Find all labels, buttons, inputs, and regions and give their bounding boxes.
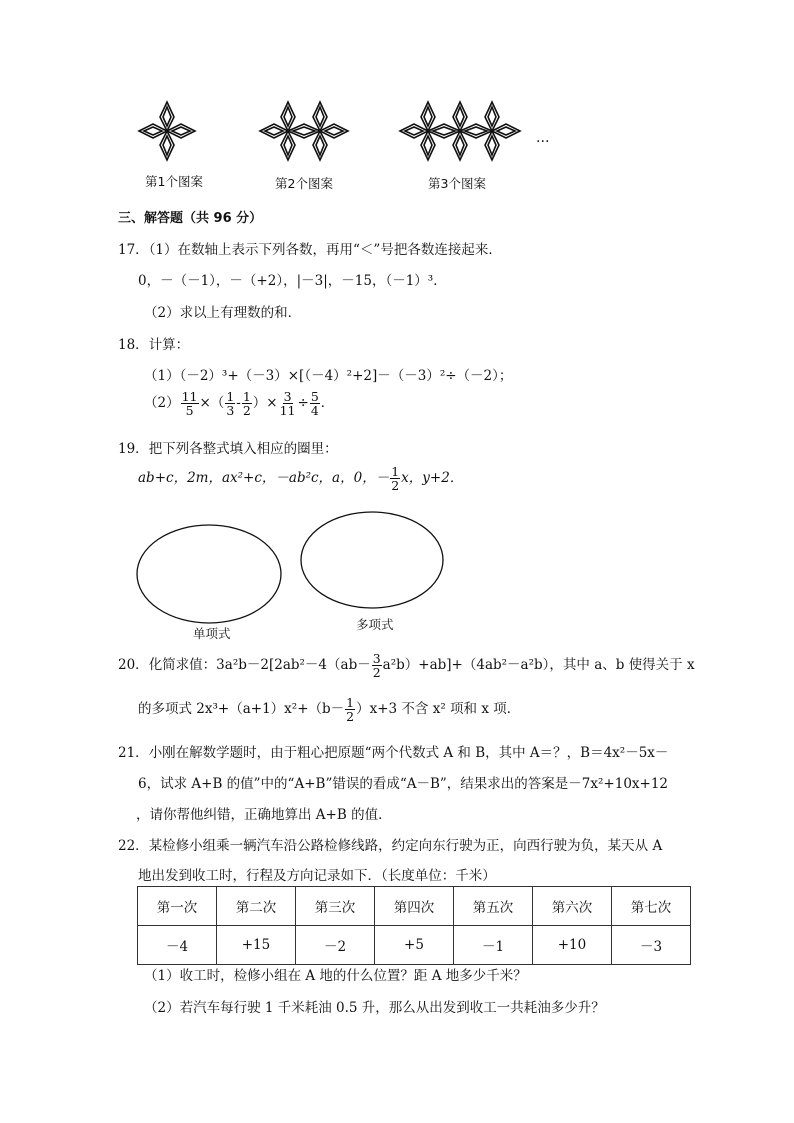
table-header-cell: 第一次 <box>138 887 217 926</box>
frac-num: 1 <box>242 389 251 404</box>
frac-num: 1 <box>226 389 235 404</box>
table-cell: －4 <box>138 926 217 965</box>
q20-frac-1-2 <box>345 696 355 723</box>
q18-line1 <box>118 333 189 353</box>
q20-line2 <box>138 696 520 723</box>
pattern-caption-1: 第1个图案 <box>145 174 203 189</box>
q21-line1-text: 小刚在解数学题时，由于粗心把原题“两个代数式 A 和 B，其中 A＝？，B＝4x²－5x－ <box>148 745 669 761</box>
q18-title: 计算： <box>148 337 190 353</box>
frac-den: 5 <box>185 403 194 419</box>
table-cell: －1 <box>454 926 533 965</box>
q20-line1-b: a²b）+ab]+（4ab²－a²b），其中 a、b 使得关于 x <box>382 657 695 674</box>
monomial-label: 单项式 <box>193 626 231 641</box>
frac-num: 1 <box>346 695 355 710</box>
trip-record-table <box>137 886 691 965</box>
q17-part2: （2）求以上有理数的和． <box>144 305 302 321</box>
frac-num: 1 <box>391 464 400 479</box>
frac-den: 2 <box>372 665 381 681</box>
table-header-cell: 第四次 <box>375 887 454 926</box>
table-cell: －2 <box>296 926 375 965</box>
q17-part1: （1）在数轴上表示下列各数，再用“＜”号把各数连接起来． <box>148 242 502 258</box>
q19-expr-a: ab+c，2m，ax²+c，－ab²c，a，0，－ <box>138 470 390 487</box>
q22-number: 22． <box>118 838 149 854</box>
q22-part1: （1）收工时，检修小组在 A 地的什么位置？距 A 地多少千米？ <box>144 968 527 984</box>
q19-expressions <box>138 465 463 492</box>
q18-part2: （2） $\frac{11}{5}$ ×（ $\frac{1}{3}$ - $\frac{1}{2}$ ）× $\frac{3}{11}$ ÷ $\frac{5}{4}$ ． <box>144 389 335 419</box>
q19-title: 把下列各整式填入相应的圈里： <box>148 441 338 457</box>
frac-den: 3 <box>226 403 235 419</box>
q17-number: 17． <box>118 242 149 258</box>
table-header-cell: 第三次 <box>296 887 375 926</box>
monomial-ellipse <box>134 522 284 626</box>
q21-number: 21． <box>118 745 149 761</box>
q17-numbers: 0，－（－1），－（+2），|－3|，－15，（－1）³． <box>138 273 447 289</box>
frac-num: 5 <box>310 389 319 404</box>
q18-number: 18． <box>118 337 149 353</box>
frac-den: 2 <box>391 478 400 494</box>
q18-frac-3-11 <box>279 390 297 417</box>
q18-part1: （1）（－2）³+（－3）×[（－4）²+2]－（－3）²÷（－2）； <box>144 368 513 384</box>
table-cell: +5 <box>375 926 454 965</box>
frac-num: 3 <box>372 651 381 666</box>
section-title: 三、解答题（共 96 分） <box>118 211 263 226</box>
table-header-cell: 第六次 <box>533 887 612 926</box>
frac-num: 11 <box>181 389 198 404</box>
pattern-ellipsis: … <box>536 130 550 146</box>
polynomial-label: 多项式 <box>356 617 394 632</box>
q18-frac-11-5 <box>181 390 199 417</box>
table-header-cell: 第七次 <box>612 887 691 926</box>
pattern-caption-2: 第2个图案 <box>275 176 333 191</box>
q21-line2: 6，试求 A+B 的值”中的“A+B”错误的看成“A－B”，结果求出的答案是－7x²+10x+12 <box>138 776 669 792</box>
q22-line1-text: 某检修小组乘一辆汽车沿公路检修线路，约定向东行驶为正，向西行驶为负，某天从 A <box>148 838 663 854</box>
pattern-figure-2 <box>256 100 356 162</box>
pattern-figure-3 <box>396 100 528 162</box>
q19-frac-1-2 <box>390 465 400 492</box>
q17-line1 <box>118 238 502 258</box>
q20-line2-a: 的多项式 2x³+（a+1）x²+（b－ <box>138 701 345 718</box>
q20-line2-b: ）x+3 不含 x² 项和 x 项． <box>356 701 521 718</box>
q22-part2: （2）若汽车每行驶 1 千米耗油 0.5 升，那么从出发到收工一共耗油多少升？ <box>144 1000 605 1016</box>
table-header-row <box>138 887 691 926</box>
frac-den: 2 <box>242 403 251 419</box>
pattern-caption-3: 第3个图案 <box>428 176 486 191</box>
polynomial-ellipse <box>298 508 446 612</box>
q18-frac-1-2 <box>242 390 252 417</box>
frac-den: 4 <box>310 403 319 419</box>
q19-line1 <box>118 437 338 457</box>
table-cell: －3 <box>612 926 691 965</box>
frac-den: 2 <box>346 709 355 725</box>
q20-frac-3-2 <box>372 652 382 679</box>
q21-line3: ，请你帮他纠错，正确地算出 A+B 的值． <box>136 807 392 823</box>
q18-part2-label: （2） <box>144 395 180 412</box>
table-cell: +10 <box>533 926 612 965</box>
q21-line1 <box>118 741 668 761</box>
q22-line2: 地出发到收工时，行程及方向记录如下．（长度单位：千米） <box>138 868 496 884</box>
table-cell: +15 <box>217 926 296 965</box>
table-header-cell: 第二次 <box>217 887 296 926</box>
table-header-cell: 第五次 <box>454 887 533 926</box>
q19-expr-b: x，y+2． <box>401 470 464 487</box>
q18-frac-1-3 <box>225 390 235 417</box>
frac-den: 11 <box>279 403 296 419</box>
q19-number: 19． <box>118 441 149 457</box>
q20-line1-a: 化简求值：3a²b－2[2ab²－4（ab－ <box>148 657 371 674</box>
q20-line1 <box>118 652 695 679</box>
q20-number: 20． <box>118 657 149 674</box>
table-row <box>138 926 691 965</box>
pattern-figure-1 <box>135 100 199 162</box>
q22-line1 <box>118 834 662 854</box>
q18-frac-5-4 <box>310 390 320 417</box>
frac-num: 3 <box>283 389 292 404</box>
